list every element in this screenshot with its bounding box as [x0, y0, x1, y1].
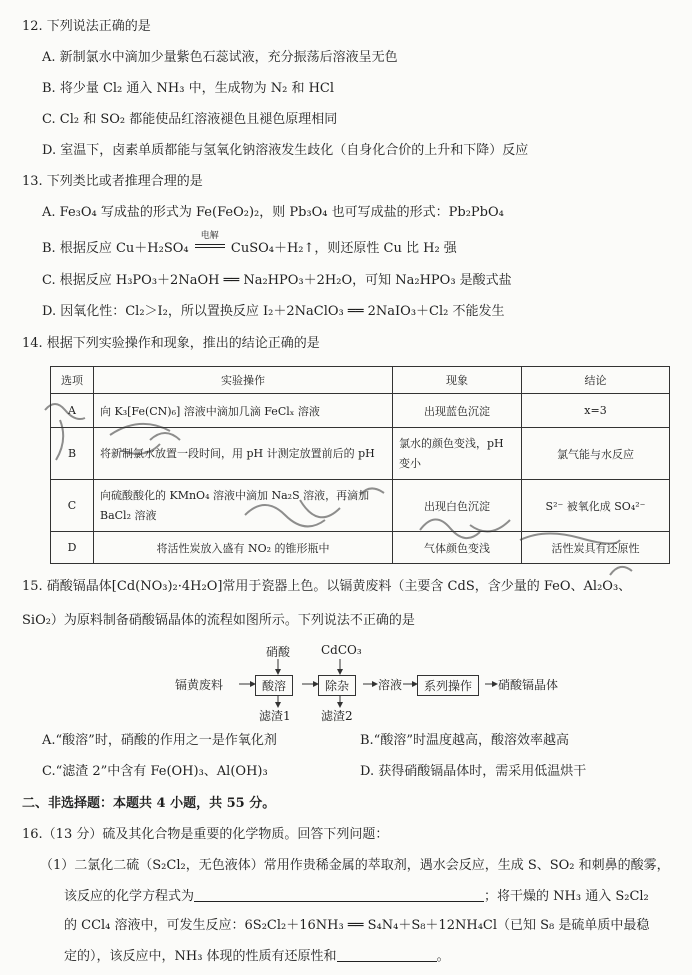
row-option: A	[51, 394, 94, 428]
q16-part1-line3: 的 CCl₄ 溶液中，可发生反应：6S₂Cl₂＋16NH₃ ══ S₄N₄＋S₈＋12NH₄Cl（已知 S₈ 是硫单质中最稳	[64, 918, 650, 933]
q15-stem-line1: 15. 硝酸镉晶体[Cd(NO₃)₂·4H₂O]常用于瓷器上色。以镉黄废料（主要含 CdS，含少量的 FeO、Al₂O₃、	[22, 579, 632, 594]
q13-option-d: D. 因氧化性：Cl₂＞I₂，所以置换反应 I₂＋2NaClO₃ ══ 2NaIO₃＋Cl₂ 不能发生	[42, 304, 505, 319]
table-header-conclusion: 结论	[522, 367, 670, 394]
row-operation: 向硫酸酸化的 KMnO₄ 溶液中滴加 Na₂S 溶液，再滴加 BaCl₂ 溶液	[94, 480, 393, 532]
q14-stem: 14. 根据下列实验操作和现象，推出的结论正确的是	[22, 336, 320, 351]
q16-part1-line4	[64, 947, 450, 966]
flow-diagram	[175, 643, 559, 723]
row-conclusion: S²⁻ 被氧化成 SO₄²⁻	[522, 480, 670, 532]
answer-blank-1[interactable]	[194, 887, 484, 902]
flow-residue-2: 滤渣2	[321, 709, 353, 723]
row-phenomenon: 气体颜色变浅	[393, 532, 522, 564]
q12-stem: 12. 下列说法正确的是	[22, 19, 151, 34]
row-conclusion: x=3	[522, 394, 670, 428]
q12-option-b: B. 将少量 Cl₂ 通入 NH₃ 中，生成物为 N₂ 和 HCl	[42, 81, 335, 96]
q16-line2-text-b: ；将干燥的 NH₃ 通入 S₂Cl₂	[484, 889, 649, 904]
q13-stem: 13. 下列类比或者推理合理的是	[22, 174, 203, 189]
q12-option-c: C. Cl₂ 和 SO₂ 都能使品红溶液褪色且褪色原理相同	[42, 112, 338, 127]
q16-line4-text-b: 。	[436, 949, 450, 964]
q13-b-prefix: B. 根据反应 Cu＋H₂SO₄	[42, 241, 189, 256]
q12-option-a: A. 新制氯水中滴加少量紫色石蕊试液，充分振荡后溶液呈无色	[42, 50, 398, 65]
q15-option-a: A.“酸溶”时，硝酸的作用之一是作氧化剂	[42, 733, 277, 748]
q16-part1-line1: （1）二氯化二硫（S₂Cl₂，无色液体）常用作贵稀金属的萃取剂，遇水会反应，生成 S、SO₂ 和刺鼻的酸雾，	[40, 858, 670, 873]
row-operation: 将新制氯水放置一段时间，用 pH 计测定放置前后的 pH	[94, 428, 393, 480]
row-phenomenon: 氯水的颜色变浅，pH 变小	[393, 428, 522, 480]
row-option: D	[51, 532, 94, 564]
row-phenomenon: 出现蓝色沉淀	[393, 394, 522, 428]
handwriting-scribble-decoration	[0, 380, 692, 600]
table-header-phenomenon: 现象	[393, 367, 522, 394]
row-phenomenon: 出现白色沉淀	[393, 480, 522, 532]
flow-solution: 溶液	[378, 678, 403, 692]
flow-input-nitric-acid: 硝酸	[266, 645, 291, 659]
q16-line4-text-a: 定的），该反应中，NH₃ 体现的性质有还原性和	[64, 949, 337, 964]
flow-box-impurity-removal: 除杂	[318, 675, 356, 696]
flow-box-series-operations: 系列操作	[417, 675, 479, 696]
q15-option-d: D. 获得硝酸镉晶体时，需采用低温烘干	[360, 764, 587, 779]
q13-option-c: C. 根据反应 H₃PO₃＋2NaOH ══ Na₂HPO₃＋2H₂O，可知 Na₂HPO₃ 是酸式盐	[42, 273, 512, 288]
row-option: B	[51, 428, 94, 480]
q16-part1-line2	[64, 887, 649, 906]
flow-start-material: 镉黄废料	[175, 678, 224, 692]
table-header-operation: 实验操作	[94, 367, 393, 394]
flow-box-acid-dissolve: 酸溶	[255, 675, 293, 696]
q13-option-a: A. Fe₃O₄ 写成盐的形式为 Fe(FeO₂)₂，则 Pb₃O₄ 也可写成盐的形式：Pb₂PbO₄	[42, 205, 504, 220]
row-conclusion: 活性炭具有还原性	[522, 532, 670, 564]
q15-option-b: B.“酸溶”时温度越高，酸溶效率越高	[360, 733, 569, 748]
row-operation: 将活性炭放入盛有 NO₂ 的锥形瓶中	[94, 532, 393, 564]
row-conclusion: 氯气能与水反应	[522, 428, 670, 480]
answer-blank-2[interactable]	[337, 947, 437, 962]
flow-input-cdco3: CdCO₃	[321, 643, 362, 657]
q16-stem: 16.（13 分）硫及其化合物是重要的化学物质。回答下列问题：	[22, 827, 389, 842]
row-option: C	[51, 480, 94, 532]
flow-product: 硝酸镉晶体	[498, 678, 559, 692]
section-2-heading: 二、非选择题：本题共 4 小题，共 55 分。	[22, 796, 276, 811]
q16-line2-text-a: 该反应的化学方程式为	[64, 889, 195, 904]
q12-option-d: D. 室温下，卤素单质都能与氢氧化钠溶液发生歧化（自身化合价的上升和下降）反应	[42, 143, 529, 158]
table-header-option: 选项	[51, 367, 94, 394]
reaction-arrow	[193, 231, 227, 258]
q13-option-b	[42, 231, 457, 258]
reaction-condition: 电解	[200, 231, 219, 241]
q13-b-suffix: CuSO₄＋H₂↑，则还原性 Cu 比 H₂ 强	[230, 241, 457, 256]
flow-residue-1: 滤渣1	[259, 709, 291, 723]
row-operation: 向 K₃[Fe(CN)₆] 溶液中滴加几滴 FeClₓ 溶液	[94, 394, 393, 428]
q15-stem-line2: SiO₂）为原料制备硝酸镉晶体的流程如图所示。下列说法不正确的是	[22, 613, 415, 628]
q15-option-c: C.“滤渣 2”中含有 Fe(OH)₃、Al(OH)₃	[42, 764, 268, 779]
